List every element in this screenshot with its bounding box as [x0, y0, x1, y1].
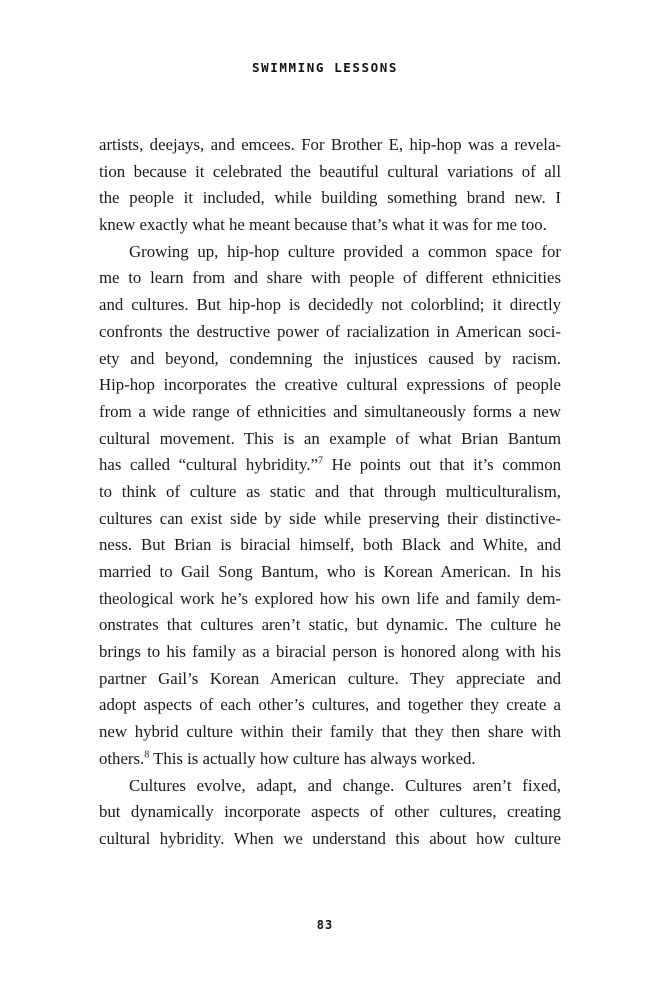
line-text: confronts the destructive power of racialization in American soci-	[99, 321, 561, 341]
line-text: others.	[99, 748, 145, 768]
line-text-continued: This is actually how culture has always worked.	[149, 748, 476, 768]
text-line	[99, 506, 561, 533]
line-text: Growing up, hip-hop culture provided a common space for	[129, 241, 561, 261]
page-number: 83	[316, 918, 334, 932]
body-text	[99, 132, 561, 853]
running-head: SWIMMING LESSONS	[251, 60, 398, 75]
line-text: ety and beyond, condemning the injustices caused by racism.	[99, 348, 561, 368]
text-line	[99, 265, 561, 292]
text-line	[99, 319, 561, 346]
text-line	[99, 185, 561, 212]
line-text: knew exactly what he meant because that’s what it was for me too.	[99, 215, 547, 235]
line-text: cultural hybridity. When we understand this about how culture	[99, 828, 561, 848]
text-line	[99, 559, 561, 586]
text-line	[99, 132, 561, 159]
line-text: and cultures. But hip-hop is decidedly not colorblind; it directly	[99, 295, 561, 315]
line-text: but dynamically incorporate aspects of other cultures, creating	[99, 802, 561, 822]
text-line	[99, 239, 561, 266]
line-text: Cultures evolve, adapt, and change. Cultures aren’t fixed,	[129, 775, 561, 795]
line-text: new hybrid culture within their family that they then share with	[99, 722, 561, 742]
line-text: brings to his family as a biracial person is honored along with his	[99, 642, 561, 662]
line-text: to think of culture as static and that through multiculturalism,	[99, 481, 561, 501]
line-text: has called “cultural hybridity.”	[99, 455, 318, 475]
text-line	[99, 532, 561, 559]
text-line	[99, 666, 561, 693]
text-line	[99, 426, 561, 453]
text-line	[99, 692, 561, 719]
line-text: theological work he’s explored how his own life and family dem-	[99, 588, 561, 608]
line-text: onstrates that cultures aren’t static, but dynamic. The culture he	[99, 615, 561, 635]
line-text: me to learn from and share with people of different ethnicities	[99, 268, 561, 288]
line-text: cultures can exist side by side while preserving their distinctive-	[99, 508, 561, 528]
text-line	[99, 586, 561, 613]
line-text: Hip-hop incorporates the creative cultural expressions of people	[99, 375, 561, 395]
text-line	[99, 773, 561, 800]
line-text: partner Gail’s Korean American culture. They appreciate and	[99, 668, 561, 688]
text-line	[99, 159, 561, 186]
line-text: adopt aspects of each other’s cultures, and together they create a	[99, 695, 561, 715]
text-line	[99, 292, 561, 319]
line-text: the people it included, while building something brand new. I	[99, 188, 561, 208]
text-line	[99, 746, 561, 773]
line-text: married to Gail Song Bantum, who is Korean American. In his	[99, 562, 561, 581]
text-line	[99, 612, 561, 639]
text-line	[99, 399, 561, 426]
line-text-continued: He points out that it’s common	[323, 455, 561, 475]
line-text: tion because it celebrated the beautiful cultural variations of all	[99, 161, 561, 181]
footnote-reference: 7	[318, 455, 323, 467]
line-text: from a wide range of ethnicities and simultaneously forms a new	[99, 401, 561, 421]
text-line	[99, 719, 561, 746]
footnote-reference: 8	[144, 749, 150, 761]
text-line	[99, 826, 561, 853]
text-line	[99, 799, 561, 826]
text-line	[99, 346, 561, 373]
text-line	[99, 212, 561, 239]
text-line	[99, 479, 561, 506]
line-text: ness. But Brian is biracial himself, both Black and White, and	[99, 535, 561, 555]
text-line	[99, 372, 561, 399]
line-text: cultural movement. This is an example of what Brian Bantum	[99, 428, 561, 448]
text-line	[99, 639, 561, 666]
text-line	[99, 452, 561, 479]
line-text: artists, deejays, and emcees. For Brother E, hip-hop was a revela-	[99, 135, 561, 154]
